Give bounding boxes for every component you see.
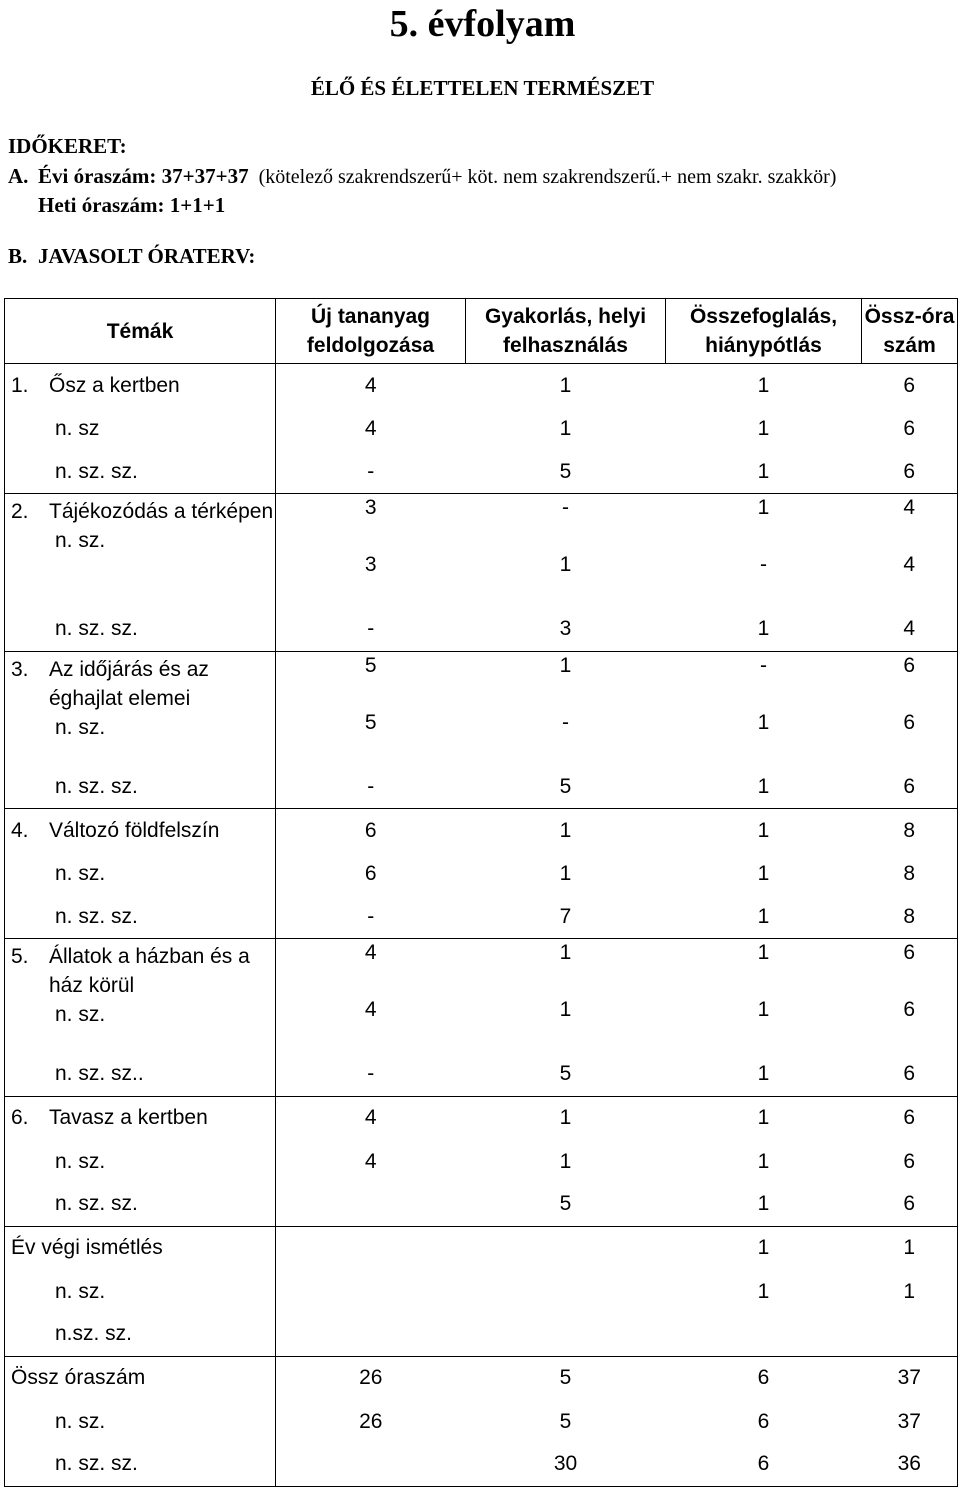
subrow-value: 1 <box>559 553 572 576</box>
topic-value: 3 <box>364 496 377 519</box>
subrow-label <box>5 1400 276 1443</box>
subrow-label <box>5 1270 276 1313</box>
subrow-label-text: n. sz. sz. <box>55 1192 138 1216</box>
subrow-label <box>5 1183 276 1226</box>
subrow-label-text: n. sz. sz. <box>55 459 138 483</box>
subrow-value: 3 <box>364 553 377 576</box>
topic-number: 6. <box>11 1106 29 1130</box>
topic-row <box>5 1096 958 1140</box>
topic-row <box>5 1226 958 1270</box>
table-row <box>5 408 958 451</box>
value-cell: - <box>276 766 466 809</box>
topic-title: Változó földfelszín <box>49 818 220 842</box>
subrow-label <box>5 1053 276 1096</box>
subrow-label <box>5 608 276 651</box>
topic-title: Állatok a házban és a ház körül <box>49 945 250 997</box>
value-cell: - <box>276 896 466 939</box>
value-cell: 6 <box>862 1096 958 1140</box>
subrow-label <box>5 766 276 809</box>
value-cell: 1 <box>757 1149 770 1173</box>
topic-title: Év végi ismétlés <box>11 1236 163 1260</box>
topic-value: - <box>562 496 569 519</box>
subrow-label-text: n. sz. <box>55 529 106 552</box>
value-cell: - <box>276 1053 466 1096</box>
subrow-label-text: n. sz <box>55 417 100 440</box>
topic-title: Tavasz a kertben <box>49 1106 208 1130</box>
topic-title: Az időjárás és az éghajlat elemei <box>49 657 209 710</box>
value-cell: 6 <box>862 1053 958 1096</box>
subrow-label <box>5 408 276 451</box>
value-cell: 5 <box>466 766 666 809</box>
value-cell: 1 <box>666 1226 862 1270</box>
table-row <box>5 853 958 896</box>
value-cell: - <box>276 608 466 651</box>
value-cell: 1 <box>862 1270 958 1313</box>
value-cell <box>276 1270 466 1313</box>
topic-row <box>5 939 958 1054</box>
subrow-label <box>5 853 276 896</box>
subject-title: ÉLŐ ÉS ÉLETTELEN TERMÉSZET <box>310 76 655 100</box>
topic-title: Tájékozódás a térképen <box>49 500 274 523</box>
subrow-value: 4 <box>364 998 377 1021</box>
topic-row <box>5 494 958 609</box>
topic-row <box>5 809 958 853</box>
subrow-value: - <box>562 710 569 734</box>
value-cell: 5 <box>466 1053 666 1096</box>
topic-number: 4. <box>11 818 29 842</box>
value-cell: 1 <box>666 1053 862 1096</box>
subrow-label <box>5 451 276 494</box>
subrow-label-text: n.sz. sz. <box>55 1322 133 1346</box>
value-cell: 4 <box>862 608 958 651</box>
table-row <box>5 766 958 809</box>
topic-value: 1 <box>757 941 770 964</box>
table-row <box>5 451 958 494</box>
value-cell: 5 <box>466 1356 666 1400</box>
b-label: B. <box>8 244 28 268</box>
annual-hours-note: (kötelező szakrendszerű+ köt. nem szakrendszerű.+ nem szakr. szakkör) <box>258 166 837 188</box>
table-row <box>5 1443 958 1486</box>
value-cell: - <box>276 451 466 494</box>
value-cell: 1 <box>666 1096 862 1140</box>
value-cell: 1 <box>466 809 666 853</box>
value-cell <box>276 1183 466 1226</box>
value-cell: 6 <box>862 1140 958 1183</box>
value-cell: 26 <box>359 1409 383 1433</box>
value-cell: 1 <box>666 451 862 494</box>
value-cell: 5 <box>466 1183 666 1226</box>
topic-value: 4 <box>364 941 377 964</box>
value-cell: 8 <box>862 809 958 853</box>
subrow-label-text: n. sz. <box>55 1149 106 1173</box>
topic-number: 5. <box>11 945 29 968</box>
table-row <box>5 1270 958 1313</box>
value-cell: 4 <box>276 1096 466 1140</box>
value-cell: 4 <box>364 417 377 440</box>
value-cell: 26 <box>276 1356 466 1400</box>
topic-name <box>5 494 276 609</box>
subrow-label-text: n. sz. sz. <box>55 774 138 798</box>
value-cell: 5 <box>466 451 666 494</box>
value-cell <box>666 1313 862 1356</box>
subrow-value: 6 <box>903 710 916 734</box>
value-cell: 1 <box>862 1226 958 1270</box>
annual-hours: Évi óraszám: 37+37+37 <box>38 164 249 188</box>
idokeret-heading: IDŐKERET: <box>8 134 127 158</box>
value-cell <box>276 1313 466 1356</box>
value-cell: 6 <box>862 766 958 809</box>
value-cell: 36 <box>862 1443 958 1486</box>
value-cell: 8 <box>862 853 958 896</box>
value-cell: 1 <box>666 896 862 939</box>
value-cell: 6 <box>862 1183 958 1226</box>
value-cell: 1 <box>466 364 666 408</box>
subrow-label <box>5 1443 276 1486</box>
a-label: A. <box>8 164 29 188</box>
table-row <box>5 608 958 651</box>
topic-value: 5 <box>364 653 377 677</box>
value-cell <box>862 1313 958 1356</box>
value-cell: 6 <box>757 1409 770 1433</box>
subrow-value: 1 <box>757 710 770 734</box>
value-cell: 1 <box>559 417 572 440</box>
value-cell: 1 <box>666 364 862 408</box>
subrow-label-text: n. sz. <box>55 1003 106 1026</box>
value-cell: 1 <box>559 1149 572 1173</box>
topic-row <box>5 364 958 408</box>
value-cell: 6 <box>862 408 958 451</box>
value-cell <box>466 1313 666 1356</box>
topic-name <box>5 809 276 853</box>
value-cell: 4 <box>276 364 466 408</box>
value-cell <box>276 1443 466 1486</box>
page-title: 5. évfolyam <box>389 3 576 45</box>
value-cell: 37 <box>862 1400 958 1443</box>
value-cell <box>276 1226 466 1270</box>
value-cell <box>276 651 466 766</box>
lesson-plan-table <box>4 298 958 1487</box>
value-cell <box>666 939 862 1054</box>
value-cell: 1 <box>757 862 770 885</box>
value-cell <box>862 651 958 766</box>
header-total: Össz-óraszám <box>862 299 958 364</box>
subrow-value: - <box>760 553 767 576</box>
value-cell <box>466 939 666 1054</box>
value-cell: 3 <box>466 608 666 651</box>
subrow-label-text: n. sz. sz. <box>55 904 138 928</box>
value-cell: 6 <box>276 809 466 853</box>
value-cell: 1 <box>559 862 572 885</box>
topic-row <box>5 1356 958 1400</box>
value-cell: 1 <box>666 809 862 853</box>
topic-number: 3. <box>11 657 29 681</box>
header-summary: Összefoglalás, hiánypótlás <box>666 299 862 364</box>
topic-name <box>5 1356 276 1400</box>
subrow-label <box>5 1313 276 1356</box>
value-cell <box>862 939 958 1054</box>
topic-value: 4 <box>903 496 916 519</box>
oraterv-heading: JAVASOLT ÓRATERV: <box>38 244 256 268</box>
header-new-material: Új tananyag feldolgozása <box>276 299 466 364</box>
value-cell <box>466 494 666 609</box>
topic-name <box>5 1096 276 1140</box>
header-topics: Témák <box>5 299 276 364</box>
value-cell <box>466 1270 666 1313</box>
subrow-label-text: n. sz. sz. <box>55 1452 138 1476</box>
value-cell <box>862 494 958 609</box>
value-cell <box>666 651 862 766</box>
topic-value: 1 <box>559 653 572 677</box>
topic-value: 1 <box>559 941 572 964</box>
value-cell: 5 <box>559 1409 572 1433</box>
topic-number: 1. <box>11 373 29 397</box>
value-cell <box>666 494 862 609</box>
value-cell: 1 <box>757 417 770 440</box>
value-cell: 6 <box>862 364 958 408</box>
subrow-value: 5 <box>364 710 377 734</box>
topic-row <box>5 651 958 766</box>
value-cell: 7 <box>466 896 666 939</box>
value-cell: 6 <box>862 451 958 494</box>
value-cell: 4 <box>364 1149 377 1173</box>
subrow-value: 1 <box>559 998 572 1021</box>
topic-name <box>5 364 276 408</box>
table-row <box>5 1400 958 1443</box>
subrow-label-text: n. sz. <box>55 1409 106 1433</box>
topic-title: Ősz a kertben <box>49 373 180 397</box>
value-cell <box>466 651 666 766</box>
topic-value: 1 <box>757 496 770 519</box>
table-header-row <box>5 299 958 364</box>
subrow-label-text: n. sz. <box>55 715 106 739</box>
value-cell: 1 <box>666 766 862 809</box>
value-cell: 37 <box>862 1356 958 1400</box>
value-cell: 1 <box>466 1096 666 1140</box>
subrow-value: 6 <box>903 998 916 1021</box>
annual-hours-line <box>8 164 836 189</box>
value-cell: 6 <box>666 1356 862 1400</box>
value-cell: 1 <box>666 608 862 651</box>
header-practice: Gyakorlás, helyi felhasználás <box>466 299 666 364</box>
topic-name <box>5 1226 276 1270</box>
value-cell <box>276 939 466 1054</box>
table-row <box>5 1140 958 1183</box>
value-cell <box>466 1226 666 1270</box>
oraterv-heading-line <box>8 244 255 269</box>
subrow-label-text: n. sz. <box>55 862 106 885</box>
topic-value: 6 <box>903 653 916 677</box>
table-row <box>5 1313 958 1356</box>
table-row <box>5 896 958 939</box>
topic-name <box>5 651 276 766</box>
topic-value: 6 <box>903 941 916 964</box>
value-cell: 6 <box>666 1443 862 1486</box>
subrow-label-text: n. sz. <box>55 1279 106 1303</box>
topic-title: Össz óraszám <box>11 1366 146 1390</box>
table-row <box>5 1183 958 1226</box>
value-cell: 1 <box>666 1183 862 1226</box>
topic-value: - <box>760 653 767 677</box>
subrow-value: 4 <box>903 553 916 576</box>
value-cell <box>276 494 466 609</box>
weekly-hours: Heti óraszám: 1+1+1 <box>38 193 226 217</box>
subrow-value: 1 <box>757 998 770 1021</box>
value-cell: 6 <box>364 862 377 885</box>
table-row <box>5 1053 958 1096</box>
topic-number: 2. <box>11 500 29 523</box>
subrow-label-text: n. sz. sz. <box>55 617 138 641</box>
subrow-label <box>5 1140 276 1183</box>
topic-name <box>5 939 276 1054</box>
value-cell: 1 <box>757 1279 770 1303</box>
value-cell: 30 <box>466 1443 666 1486</box>
subrow-label <box>5 896 276 939</box>
value-cell: 8 <box>862 896 958 939</box>
subrow-label-text: n. sz. sz.. <box>55 1062 144 1086</box>
